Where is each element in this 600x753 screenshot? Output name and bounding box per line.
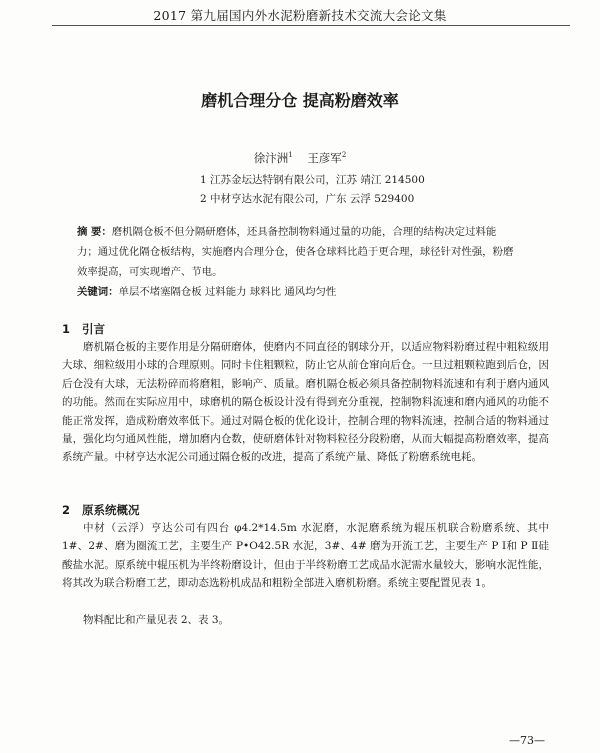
page-number: —73— — [509, 734, 545, 747]
keywords-label: 关键词： — [77, 286, 119, 298]
section-title: 原系统概况 — [82, 503, 140, 517]
abstract-text: 磨机隔仓板不但分隔研磨体，还具备控制物料通过量的功能，合理的结构决定过料能力；通过优化隔仓板结构，实施磨内合理分仓，使各仓球料比趋于更合理，球径针对性强，粉磨效率提高，可实现增产、节电。 — [77, 226, 514, 278]
section-heading-original-system — [62, 502, 140, 518]
paper-title: 磨机合理分仓 提高粉磨效率 — [201, 91, 399, 110]
affiliation-1: 1 江苏金坛达特钢有限公司，江苏 靖江 214500 — [200, 174, 425, 186]
author-name: 徐汴洲 — [253, 151, 289, 165]
section-heading-introduction — [62, 321, 105, 337]
system-paragraph-2: 物料配比和产量见表 2、表 3。 — [83, 614, 230, 626]
system-paragraph: 中材（云浮）亨达公司有四台 φ4.2*14.5m 水泥磨，水泥磨系统为辊压机联合粉磨系统、其中 1#、2#、磨为圈流工艺，主要生产 P•O42.5R 水泥，3#、4# 磨为开流工艺，主要生产 P Ⅰ和 P Ⅱ硅酸盐水泥。原系统中辊压机为半终粉磨设计，但由于半终粉磨工艺成品水泥需水量较大，影响水泥性能，将其改为联合粉磨工艺，即动态选粉机成品和粗粉全部进入磨机粉磨。系统主要配置见表 1。 — [62, 522, 549, 590]
affiliation-2: 2 中材亨达水泥有限公司，广东 云浮 529400 — [200, 193, 415, 205]
running-head: 2017 第九届国内外水泥粉磨新技术交流大会论文集 — [153, 8, 447, 23]
keywords — [77, 283, 517, 301]
section-number: 2 — [62, 503, 71, 517]
header-rule — [52, 25, 570, 26]
author-affiliation-mark: 2 — [341, 151, 347, 160]
section-title: 引言 — [82, 322, 105, 336]
author-name: 王彦军 — [307, 151, 342, 165]
section-number: 1 — [62, 322, 71, 336]
keywords-text: 单层不堵塞隔仓板 过料能力 球料比 通风均匀性 — [118, 286, 337, 298]
author-affiliation-mark: 1 — [288, 151, 293, 160]
introduction-paragraph: 磨机隔仓板的主要作用是分隔研磨体，使磨内不同直径的钢球分开，以适应物料粉磨过程中粗粒级用大球、细粒级用小球的合理原则。同时卡住粗颗粒，防止它从前仓窜向后仓。一旦过粗颗粒跑到后仓，因后仓没有大球，无法粉碎而将磨粗，影响产、质量。磨机隔仓板必须具备控制物料流速和有利于磨内通风的功能。然而在实际应用中，球磨机的隔仓板设计没有得到充分重视，控制物料流速和磨内通风的功能不能正常发挥，造成粉磨效率低下。通过对隔仓板的优化设计，控制合理的物料流速，控制合适的物料通过量，强化均匀通风性能，增加磨内仓数，使研磨体针对物料粒径分段粉磨，从而大幅提高粉磨效率，提高系统产量。中材亨达水泥公司通过隔仓板的改进，提高了系统产量、降低了粉磨系统电耗。 — [62, 341, 549, 464]
abstract-label: 摘 要： — [77, 226, 112, 238]
abstract — [77, 222, 517, 282]
author-line — [0, 150, 600, 166]
